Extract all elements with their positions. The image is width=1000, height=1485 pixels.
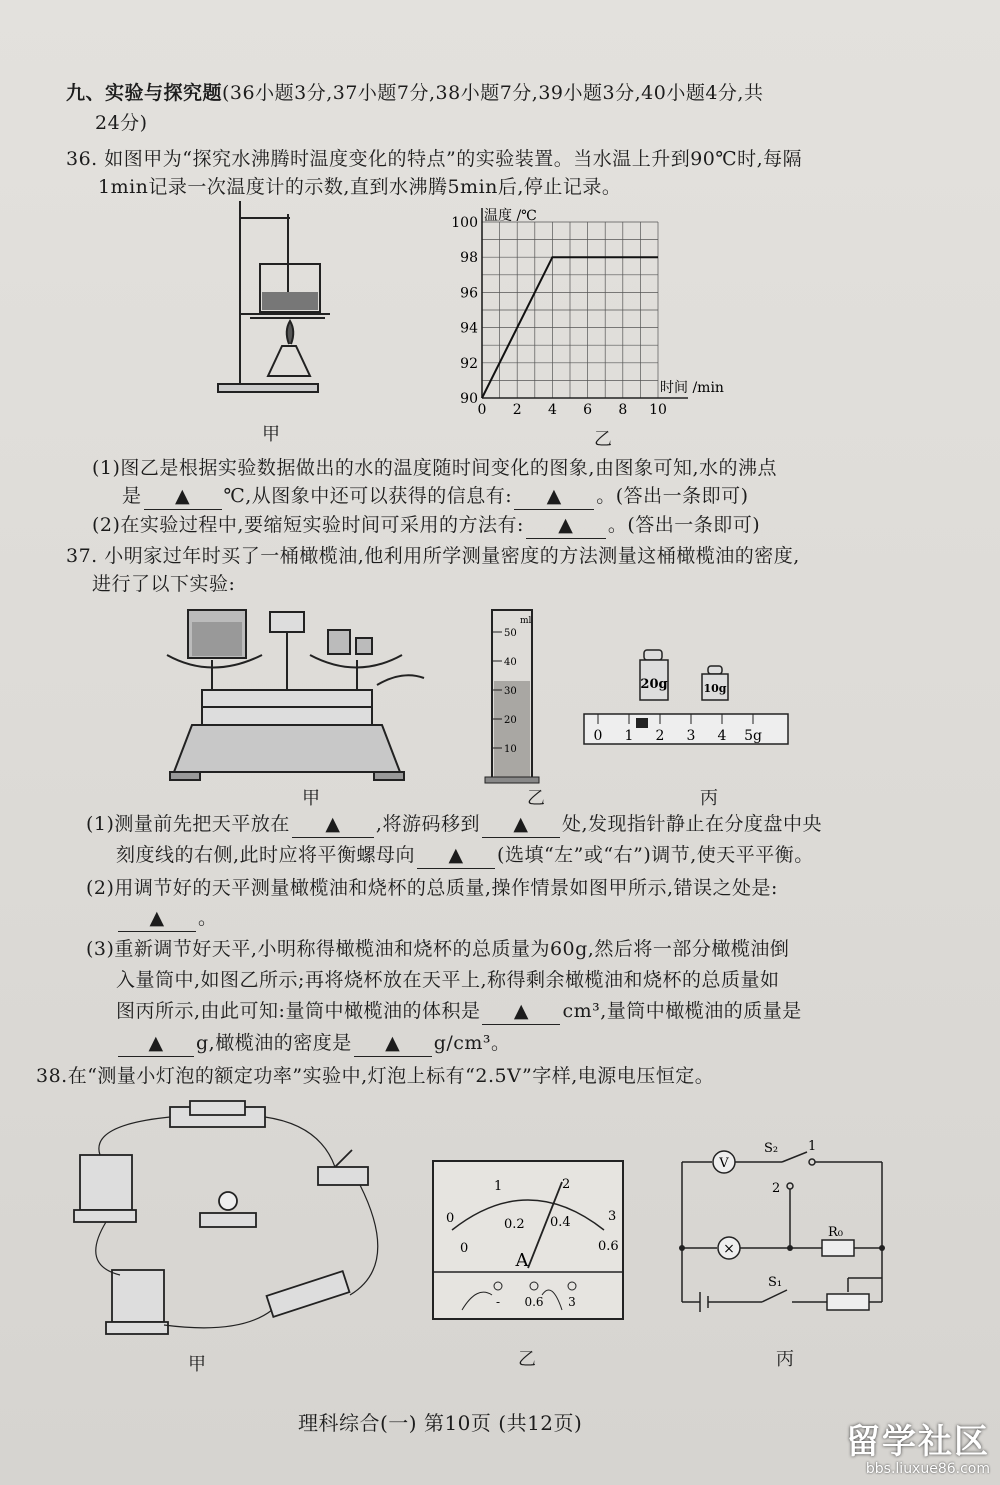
r0-label: R₀ (828, 1225, 843, 1240)
cylinder-tick-label: 40 (504, 657, 517, 668)
q37-sub1-line2: 刻度线的右侧,此时应将平衡螺母向 ▲ (选填“左”或“右”)调节,使天平平衡。 (116, 842, 814, 869)
scale-tick-label: 2 (655, 728, 665, 744)
q36-sub1-line2: 是 ▲ ℃,从图象中还可以获得的信息有: ▲ 。(答出一条即可) (122, 483, 749, 510)
q37-fig-b-label: 乙 (527, 788, 545, 809)
answer-blank[interactable]: ▲ (292, 811, 374, 838)
watermark-logo (846, 1423, 990, 1477)
ammeter-figure (432, 1160, 624, 1320)
q37-sub3-line4: ▲ g,橄榄油的密度是 ▲ g/cm³。 (116, 1030, 511, 1057)
q36-stem-line2: 1min记录一次温度计的示数,直到水沸腾5min后,停止记录。 (98, 176, 622, 198)
boiling-apparatus-figure (210, 196, 350, 396)
answer-blank[interactable]: ▲ (118, 1030, 194, 1057)
q37-sub3-line2: 入量筒中,如图乙所示;再将烧杯放在天平上,称得剩余橄榄油和烧杯的总质量如 (116, 969, 780, 991)
ammeter-scale-label: 2 (562, 1177, 571, 1192)
ammeter-scale-label: 0.4 (550, 1215, 571, 1230)
q38-fig-c-label: 丙 (776, 1349, 794, 1370)
q36-sub2: (2)在实验过程中,要缩短实验时间可采用的方法有: ▲ 。(答出一条即可) (92, 512, 760, 539)
voltmeter-symbol: V (719, 1156, 729, 1171)
terminal-label: 0.6 (524, 1295, 544, 1309)
section-heading: 九、实验与探究题(36小题3分,37小题7分,38小题7分,39小题3分,40小题4分,共 (66, 82, 764, 104)
ammeter-scale-label: 0 (446, 1211, 455, 1226)
answer-blank[interactable]: ▲ (514, 483, 594, 510)
cylinder-tick-label: 30 (504, 686, 517, 697)
q37-sub1-line1: (1)测量前先把天平放在 ▲ ,将游码移到 ▲ 处,发现指针静止在分度盘中央 (86, 811, 822, 838)
q36-fig-a-label: 甲 (262, 424, 280, 445)
q37-sub2: (2)用调节好的天平测量橄榄油和烧杯的总质量,操作情景如图甲所示,错误之处是: (86, 877, 778, 899)
x-tick-label: 6 (583, 402, 593, 418)
x-tick-label: 8 (618, 402, 628, 418)
cylinder-tick-label: 50 (504, 628, 517, 639)
q36-sub1-line1: (1)图乙是根据实验数据做出的水的温度随时间变化的图象,由图象可知,水的沸点 (92, 457, 777, 479)
contact-1-label: 1 (808, 1139, 817, 1154)
y-tick-label: 90 (460, 391, 478, 407)
weight-label: 10g (703, 682, 727, 695)
x-tick-label: 2 (512, 402, 522, 418)
x-tick-label: 4 (547, 402, 557, 418)
balance-scale-figure (162, 600, 432, 785)
answer-blank[interactable]: ▲ (417, 842, 495, 869)
ammeter-scale-label: 0.2 (504, 1217, 525, 1232)
q37-stem-line1: 37. 小明家过年时买了一桶橄榄油,他利用所学测量密度的方法测量这桶橄榄油的密度, (66, 545, 800, 567)
y-tick-label: 92 (460, 355, 478, 372)
q36-stem-line1: 36. 如图甲为“探究水沸腾时温度变化的特点”的实验装置。当水温上升到90℃时,每隔 (66, 148, 803, 170)
ammeter-scale-label: 0 (460, 1241, 469, 1256)
q37-fig-c-label: 丙 (700, 788, 718, 809)
terminal-label: 3 (568, 1295, 576, 1309)
q37-fig-a-label: 甲 (302, 788, 320, 809)
y-tick-label: 98 (460, 250, 478, 267)
x-tick-label: 10 (649, 402, 667, 418)
graduated-cylinder-figure (480, 605, 550, 785)
lamp-symbol: × (723, 1241, 735, 1257)
weight-label: 20g (640, 677, 668, 692)
answer-blank[interactable]: ▲ (482, 998, 560, 1025)
cylinder-tick-label: 10 (504, 744, 517, 755)
q37-sub3-line3: 图丙所示,由此可知:量筒中橄榄油的体积是 ▲ cm³,量筒中橄榄油的质量是 (116, 998, 802, 1025)
contact-2-label: 2 (772, 1181, 781, 1196)
q38-fig-b-label: 乙 (518, 1349, 536, 1370)
y-tick-label: 94 (460, 320, 478, 337)
q37-sub3-line1: (3)重新调节好天平,小明称得橄榄油和烧杯的总质量为60g,然后将一部分橄榄油倒 (86, 938, 790, 960)
q38-stem: 38.在“测量小灯泡的额定功率”实验中,灯泡上标有“2.5V”字样,电源电压恒定。 (36, 1065, 715, 1087)
section-scoring-end: 24分) (95, 112, 148, 134)
ammeter-symbol: A (515, 1250, 529, 1271)
y-tick-label: 96 (460, 285, 478, 302)
cylinder-unit-label: ml (520, 616, 532, 626)
scale-tick-label: 3 (686, 728, 696, 744)
q38-fig-a-label: 甲 (188, 1354, 206, 1375)
answer-blank[interactable]: ▲ (354, 1030, 432, 1057)
x-tick-label: 0 (477, 402, 487, 418)
ammeter-scale-label: 3 (608, 1209, 617, 1224)
y-tick-label: 100 (451, 215, 478, 231)
weights-and-scale-figure (580, 648, 795, 748)
ammeter-scale-label: 0.6 (598, 1239, 619, 1254)
scale-tick-label: 1 (624, 728, 634, 744)
watermark-title: 留学社区 (846, 1422, 990, 1462)
temperature-time-chart (440, 200, 750, 430)
scale-tick-label: 0 (593, 728, 603, 744)
q37-stem-line2: 进行了以下实验: (92, 573, 236, 595)
physical-circuit-figure (60, 1095, 400, 1355)
q36-fig-b-label: 乙 (594, 429, 612, 450)
answer-blank[interactable]: ▲ (144, 483, 222, 510)
answer-blank[interactable]: ▲ (482, 811, 560, 838)
q37-sub2-answer: ▲ 。 (116, 905, 218, 932)
answer-blank[interactable]: ▲ (118, 905, 196, 932)
x-axis-label: 时间 /min (660, 380, 724, 396)
scale-tick-label: 5g (744, 728, 762, 744)
y-axis-label: 温度 /℃ (484, 208, 537, 224)
page-footer: 理科综合(一) 第10页 (共12页) (298, 1411, 583, 1435)
scale-tick-label: 4 (717, 728, 727, 744)
terminal-label: - (495, 1295, 501, 1309)
cylinder-tick-label: 20 (504, 715, 517, 726)
answer-blank[interactable]: ▲ (526, 512, 606, 539)
watermark-url: bbs.liuxue86.com (865, 1461, 990, 1477)
circuit-schematic-figure (672, 1138, 892, 1318)
ammeter-scale-label: 1 (494, 1179, 503, 1194)
switch-s1-label: S₁ (768, 1275, 783, 1290)
switch-s2-label: S₂ (764, 1141, 779, 1156)
